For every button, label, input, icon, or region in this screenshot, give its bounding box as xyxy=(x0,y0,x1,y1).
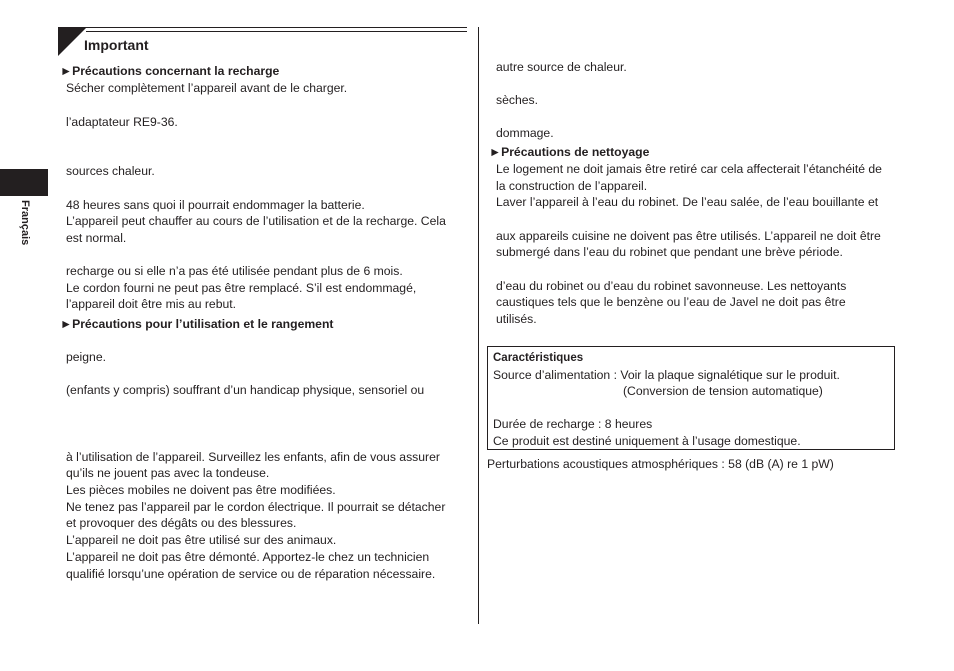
language-side-tab xyxy=(0,169,48,196)
header-rule-bottom xyxy=(86,31,467,32)
text-line: Ne tenez pas l’appareil par le cordon électrique. Il pourrait se détacher xyxy=(66,500,446,514)
text-line: est normal. xyxy=(66,231,127,245)
text-line: d’eau du robinet ou d’eau du robinet savonneuse. Les nettoyants xyxy=(496,279,847,293)
text-line: sources chaleur. xyxy=(66,164,155,178)
text-line: utilisés. xyxy=(496,312,537,326)
spec-charging-time: Durée de recharge : 8 heures xyxy=(493,417,653,431)
text-line: Les pièces mobiles ne doivent pas être modifiées. xyxy=(66,483,336,497)
section-heading-recharge: ►Précautions concernant la recharge xyxy=(60,64,280,78)
text-line: dommage. xyxy=(496,126,554,140)
language-side-label: Français xyxy=(19,200,31,246)
column-divider xyxy=(478,27,479,624)
text-line: (enfants y compris) souffrant d’un handicap physique, sensoriel ou xyxy=(66,383,425,397)
header-rule-top xyxy=(58,27,467,28)
spec-domestic-use: Ce produit est destiné uniquement à l’usage domestique. xyxy=(493,434,801,448)
text-line: L’appareil ne doit pas être utilisé sur des animaux. xyxy=(66,533,337,547)
text-line: Le logement ne doit jamais être retiré car cela affecterait l’étanchéité de xyxy=(496,162,882,176)
text-line: qu’ils ne jouent pas avec la tondeuse. xyxy=(66,466,270,480)
text-line: Sécher complètement l’appareil avant de le charger. xyxy=(66,81,348,95)
text-line: L’appareil peut chauffer au cours de l’utilisation et de la recharge. Cela xyxy=(66,214,446,228)
spec-voltage-conversion: (Conversion de tension automatique) xyxy=(623,384,823,398)
text-line: recharge ou si elle n’a pas été utilisée pendant plus de 6 mois. xyxy=(66,264,403,278)
text-line: Le cordon fourni ne peut pas être remplacé. S’il est endommagé, xyxy=(66,281,417,295)
text-line: autre source de chaleur. xyxy=(496,60,627,74)
text-line: l’adaptateur RE9-36. xyxy=(66,115,178,129)
section-heading-cleaning: ►Précautions de nettoyage xyxy=(489,145,650,159)
text-line: sèches. xyxy=(496,93,539,107)
specifications-title: Caractéristiques xyxy=(493,352,584,364)
text-line: L’appareil ne doit pas être démonté. Apportez-le chez un technicien xyxy=(66,550,430,564)
text-line: et provoquer des dégâts ou des blessures. xyxy=(66,516,297,530)
text-line: à l’utilisation de l’appareil. Surveillez les enfants, afin de vous assurer xyxy=(66,450,440,464)
spec-power-source: Source d’alimentation : Voir la plaque signalétique sur le produit. xyxy=(493,368,840,382)
text-line: peigne. xyxy=(66,350,106,364)
header-triangle-decoration xyxy=(58,27,87,56)
text-line: Laver l’appareil à l’eau du robinet. De l’eau salée, de l’eau bouillante et xyxy=(496,195,879,209)
page-title: Important xyxy=(84,37,149,53)
text-line: la construction de l’appareil. xyxy=(496,179,648,193)
text-line: l’appareil doit être mis au rebut. xyxy=(66,297,237,311)
text-line: aux appareils cuisine ne doivent pas être utilisés. L’appareil ne doit être xyxy=(496,229,881,243)
noise-specification: Perturbations acoustiques atmosphériques : 58 (dB (A) re 1 pW) xyxy=(487,457,834,471)
text-line: caustiques tels que le benzène ou l’eau de Javel ne doit pas être xyxy=(496,295,846,309)
text-line: 48 heures sans quoi il pourrait endommager la batterie. xyxy=(66,198,365,212)
text-line: submergé dans l’eau du robinet que pendant une brève période. xyxy=(496,245,843,259)
text-line: qualifié lorsqu’une opération de service ou de réparation nécessaire. xyxy=(66,567,436,581)
section-heading-usage-storage: ►Précautions pour l’utilisation et le rangement xyxy=(60,317,334,331)
